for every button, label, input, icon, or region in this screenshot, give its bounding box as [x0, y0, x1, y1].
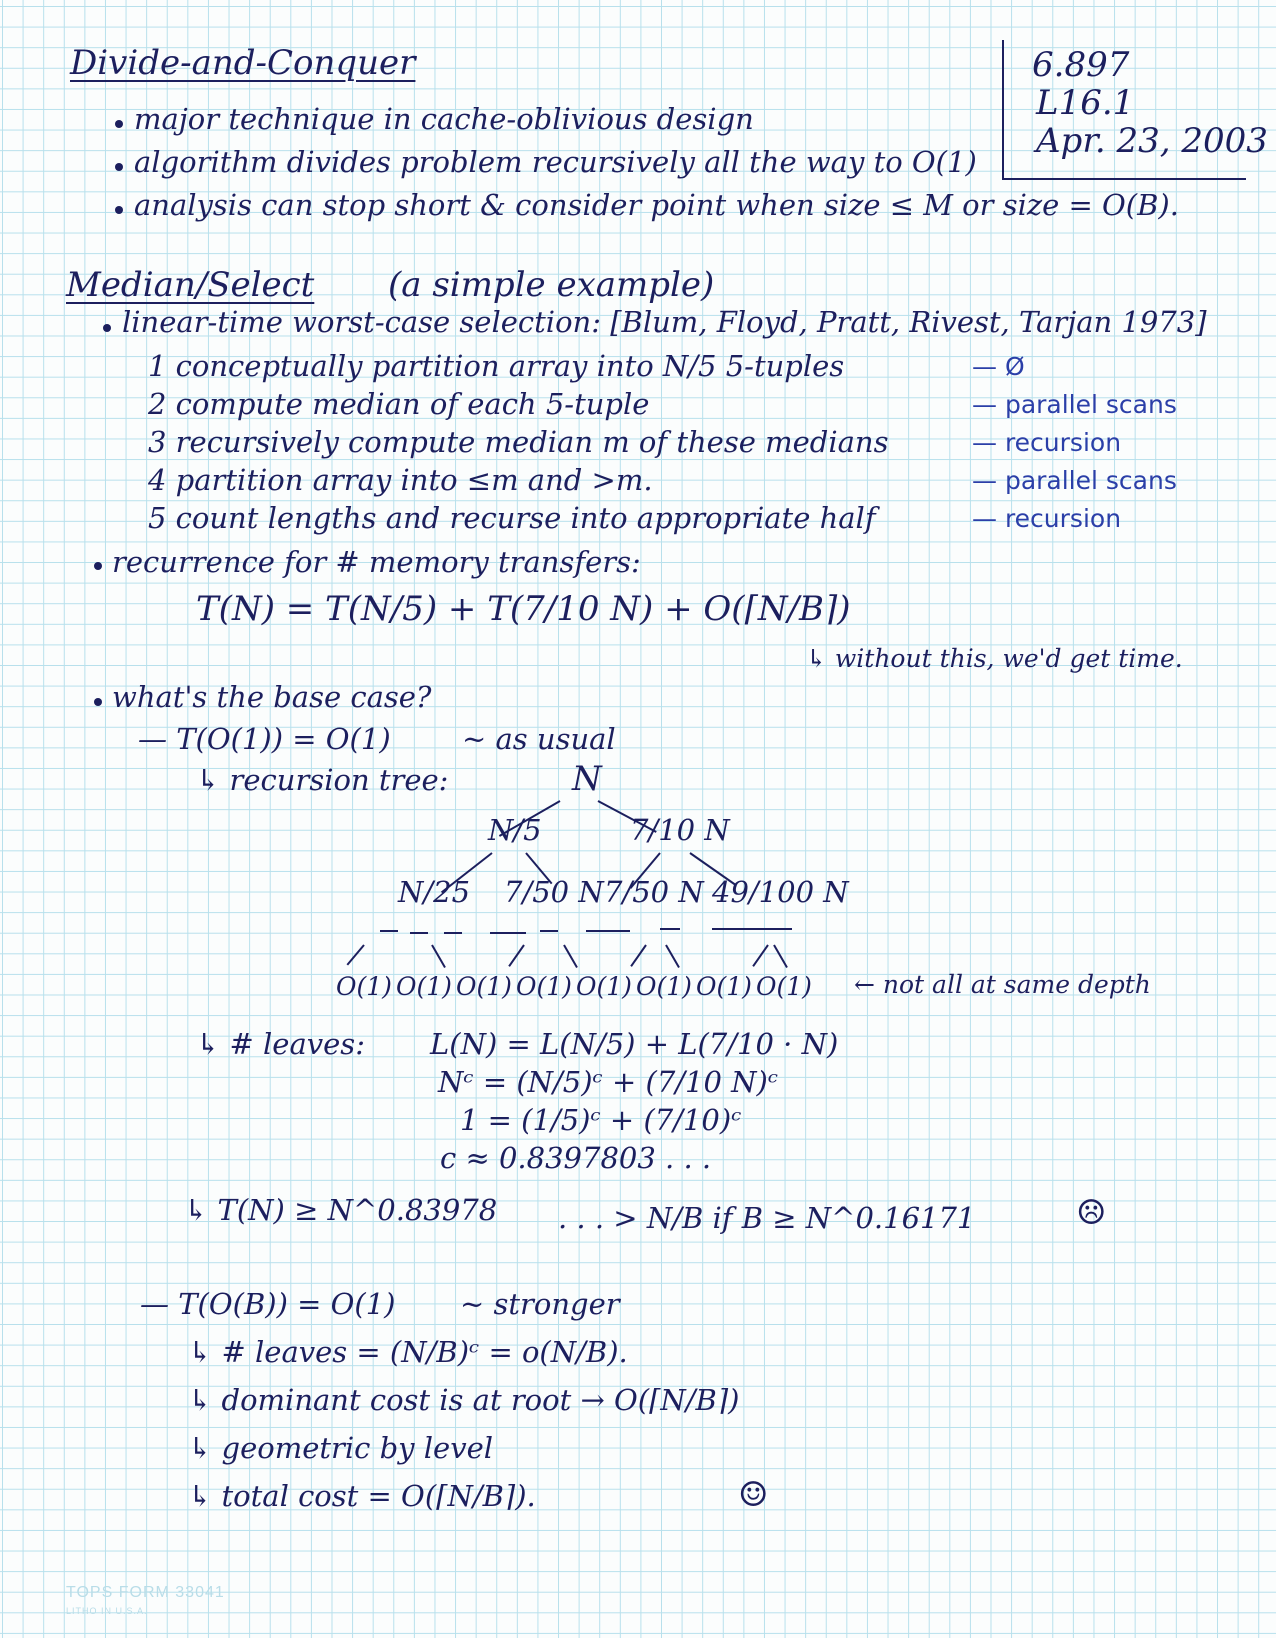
tree-ellipsis-dash — [490, 932, 526, 934]
lower-bound: ↳ T(N) ≥ N^0.83978 — [184, 1193, 498, 1227]
tree-edge — [773, 945, 788, 969]
step-1-note: — Ø — [972, 352, 1025, 381]
course-number: 6.897 — [1032, 45, 1130, 85]
header-box-rule-bottom — [1002, 178, 1246, 180]
section-subtitle: (a simple example) — [388, 265, 715, 305]
step-4: 4 partition array into ≤m and >m. — [148, 463, 653, 497]
page-title: Divide-and-Conquer — [70, 43, 416, 83]
selection-bullet: linear-time worst-case selection: [Blum, Floyd, Pratt, Rivest, Tarjan 1973] — [122, 305, 1207, 339]
lecture-date: Apr. 23, 2003 — [1036, 121, 1268, 161]
tree-edge — [752, 944, 769, 966]
intro-bullet-3: analysis can stop short & consider point when size ≤ M or size = O(B). — [134, 188, 1179, 222]
tree-ellipsis-dash — [660, 928, 680, 930]
bullet-dot — [115, 120, 123, 128]
tree-level2-4: 49/100 N — [712, 875, 849, 909]
base-case-2: — T(O(B)) = O(1) — [140, 1287, 396, 1321]
bullet-dot — [94, 562, 102, 570]
leaves-label: ↳ # leaves: — [196, 1027, 365, 1061]
header-box-rule-left — [1002, 40, 1004, 180]
tree-root: N — [572, 759, 602, 799]
tree-level2-1: N/25 — [398, 875, 471, 909]
tree-ellipsis-dash — [410, 932, 428, 934]
case-2-line-3: ↳ geometric by level — [188, 1431, 494, 1465]
tree-ellipsis-dash — [444, 932, 462, 934]
leaves-equation-1: L(N) = L(N/5) + L(7/10 · N) — [430, 1027, 839, 1061]
step-1: 1 conceptually partition array into N/5 5-tuples — [148, 349, 845, 383]
tree-edge — [431, 945, 446, 969]
base-case-1-note: ~ as usual — [462, 722, 616, 756]
step-5-note: — recursion — [972, 504, 1122, 533]
form-number: TOPS FORM 33041 — [66, 1584, 225, 1601]
bullet-dot — [115, 163, 123, 171]
step-2: 2 compute median of each 5-tuple — [148, 387, 650, 421]
tree-ellipsis-dash — [586, 930, 630, 932]
lecture-number: L16.1 — [1036, 83, 1135, 123]
tree-leaf: O(1) — [576, 972, 632, 1001]
intro-bullet-1: major technique in cache-oblivious design — [134, 102, 754, 136]
leaves-equation-2: Nᶜ = (N/5)ᶜ + (7/10 N)ᶜ — [438, 1065, 779, 1099]
bullet-dot — [103, 324, 111, 332]
section-title-median-select: Median/Select — [66, 265, 315, 305]
tree-leaf: O(1) — [456, 972, 512, 1001]
happy-face-icon: ☺ — [738, 1475, 769, 1515]
tree-leaf: O(1) — [336, 972, 392, 1001]
base-case-2-note: ~ stronger — [460, 1287, 620, 1321]
tree-leaf: O(1) — [636, 972, 692, 1001]
sad-face-icon: ☹ — [1076, 1193, 1107, 1233]
case-2-line-2: ↳ dominant cost is at root → O(⌈N/B⌉) — [188, 1383, 740, 1417]
recursion-tree-label: ↳ recursion tree: — [196, 763, 449, 797]
tree-edge — [347, 944, 365, 965]
tree-ellipsis-dash — [712, 928, 792, 930]
recurrence-equation: T(N) = T(N/5) + T(7/10 N) + O(⌈N/B⌉) — [196, 589, 851, 629]
tree-edge — [508, 944, 525, 966]
bullet-dot — [115, 206, 123, 214]
tree-level1-right: 7/10 N — [630, 813, 730, 847]
litho-label: LITHO IN U.S.A. — [66, 1606, 148, 1616]
tree-level2-2: 7/50 N — [504, 875, 604, 909]
tree-leaf: O(1) — [696, 972, 752, 1001]
base-case-bullet: what's the base case? — [112, 680, 432, 714]
tree-level2-3: 7/50 N — [604, 875, 704, 909]
tree-edge — [630, 944, 647, 966]
recurrence-note: ↳ without this, we'd get time. — [806, 644, 1183, 673]
step-2-note: — parallel scans — [972, 390, 1177, 419]
tree-leaf: O(1) — [516, 972, 572, 1001]
base-case-1: — T(O(1)) = O(1) — [138, 722, 391, 756]
tree-leaf: O(1) — [396, 972, 452, 1001]
step-5: 5 count lengths and recurse into appropriate half — [148, 501, 876, 535]
tree-ellipsis-dash — [380, 930, 398, 932]
tree-edge — [665, 945, 680, 969]
tree-edge — [563, 945, 578, 969]
tree-ellipsis-dash — [540, 930, 558, 932]
step-3: 3 recursively compute median m of these medians — [148, 425, 889, 459]
intro-bullet-2: algorithm divides problem recursively all the way to O(1) — [134, 145, 977, 179]
leaves-equation-4: c ≈ 0.8397803 . . . — [440, 1141, 712, 1175]
leaves-equation-3: 1 = (1/5)ᶜ + (7/10)ᶜ — [460, 1103, 742, 1137]
tree-level1-left: N/5 — [488, 813, 542, 847]
lower-bound-tail: . . . > N/B if B ≥ N^0.16171 — [558, 1201, 976, 1235]
bullet-dot — [94, 698, 102, 706]
case-2-line-1: ↳ # leaves = (N/B)ᶜ = o(N/B). — [188, 1335, 628, 1369]
tree-leaves-note: ← not all at same depth — [854, 970, 1151, 999]
step-3-note: — recursion — [972, 428, 1122, 457]
case-2-line-4: ↳ total cost = O(⌈N/B⌉). — [188, 1479, 536, 1513]
recurrence-bullet: recurrence for # memory transfers: — [112, 545, 641, 579]
tree-leaf: O(1) — [756, 972, 812, 1001]
step-4-note: — parallel scans — [972, 466, 1177, 495]
